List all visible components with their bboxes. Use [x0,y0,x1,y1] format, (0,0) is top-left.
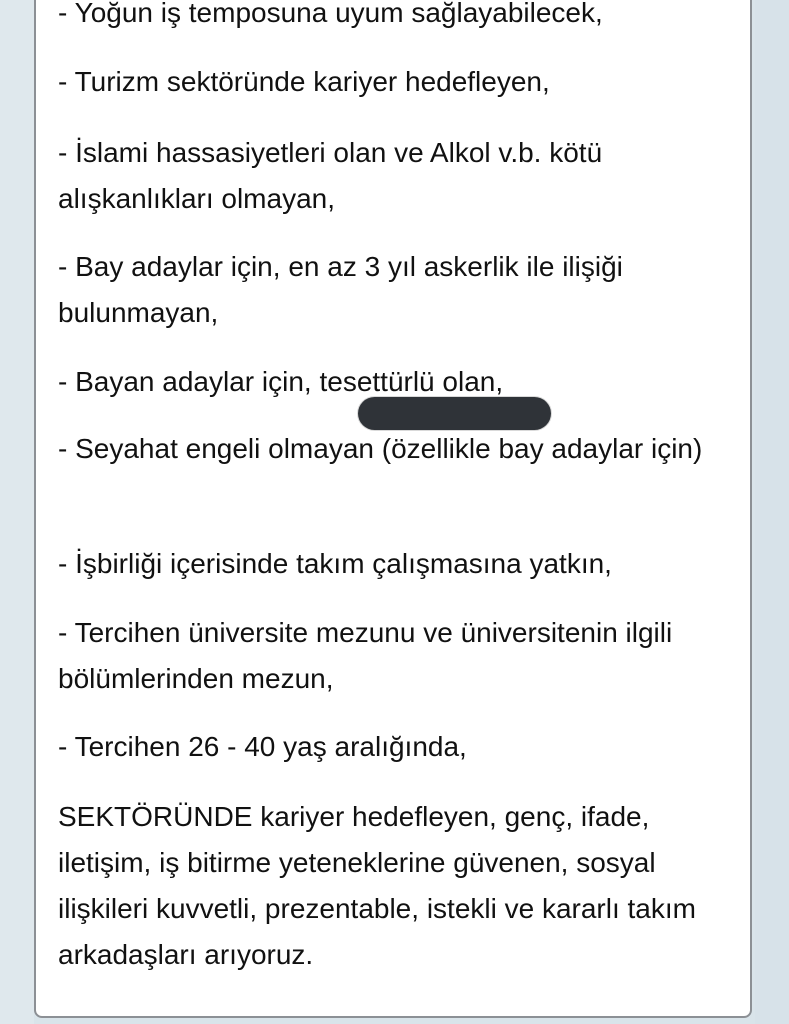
requirement-item: - Turizm sektöründe kariyer hedefleyen, [58,66,550,97]
job-requirements-card [34,0,752,1018]
requirement-item: - Tercihen üniversite mezunu ve üniversitenin ilgili bölümlerinden mezun, [58,617,673,694]
requirement-item: - Tercihen 26 - 40 yaş aralığında, [58,731,467,762]
requirement-item: - İslami hassasiyetleri olan ve Alkol v.b. kötü alışkanlıkları olmayan, [58,137,603,214]
redaction-bar [358,397,551,430]
left-background-strip [0,0,34,1024]
requirement-item: - Yoğun iş temposuna uyum sağlayabilecek, [58,0,603,28]
right-background-strip [755,0,789,1024]
requirement-item: - İşbirliği içerisinde takım çalışmasına yatkın, [58,548,612,579]
closing-paragraph: SEKTÖRÜNDE kariyer hedefleyen, genç, ifade, iletişim, iş bitirme yeteneklerine güvenen, sosyal ilişkileri kuvvetli, prezentable, istekli ve kararlı takım arkadaşları arıyoruz. [58,801,696,970]
requirement-item: - Bay adaylar için, en az 3 yıl askerlik ile ilişiği bulunmayan, [58,251,623,328]
requirement-item: - Bayan adaylar için, tesettürlü olan, [58,366,504,397]
requirement-item: - Seyahat engeli olmayan (özellikle bay adaylar için) [58,433,703,464]
